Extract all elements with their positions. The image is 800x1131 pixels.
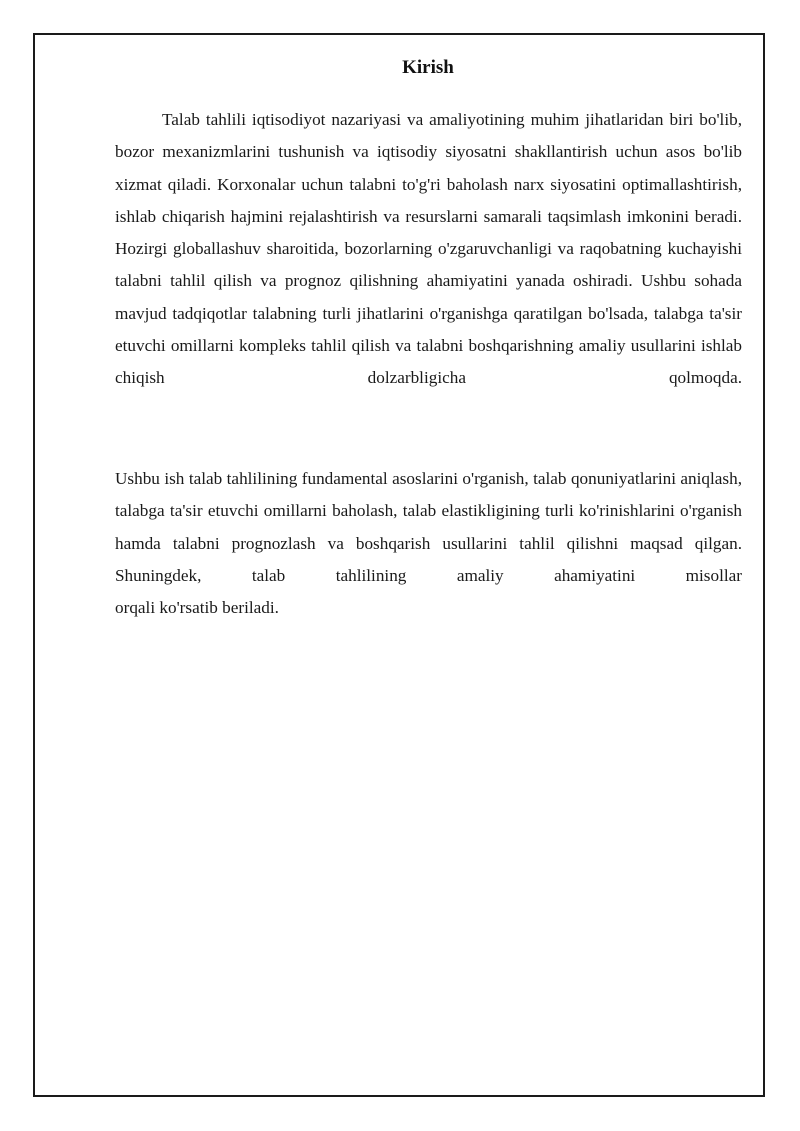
document-title: Kirish — [402, 56, 454, 78]
intro-paragraph: Talab tahlili iqtisodiyot nazariyasi va amaliyotining muhim jihatlaridan biri bo'lib, bozor mexanizmlarini tushunish va iqtisodiy siyosatni shakllantirish uchun asos bo'lib xizmat qiladi. Korxonalar uchun talabni to'g'ri baholash narx siyosatini optimallashtirish, ishlab chiqarish hajmini rejalashtirish va resurslarni samarali taqsimlash imkonini beradi. Hozirgi globallashuv sharoitida, bozorlarning o'zgaruvchanligi va raqobatning kuchayishi talabni tahlil qilish va prognoz qilishning ahamiyatini yanada oshiradi. Ushbu sohada mavjud tadqiqotlar talabning turli jihatlarini o'rganishga qaratilgan bo'lsada, talabga ta'sir etuvchi omillarni kompleks tahlil qilish va talabni boshqarishning amaliy usullarini ishlab chiqish dolzarbligicha qolmoqda. — [115, 110, 742, 388]
purpose-paragraph — [115, 463, 742, 624]
purpose-paragraph-last-line: orqali ko'rsatib beriladi. — [115, 598, 279, 618]
purpose-paragraph-body: Ushbu ish talab tahlilining fundamental asoslarini o'rganish, talab qonuniyatlarini aniqlash, talabga ta'sir etuvchi omillarni baholash, talab elastikligining turli ko'rinishlarini o'rganish hamda talabni prognozlash va boshqarish usullarini tahlil qilishni maqsad qilgan. Shuningdek, talab tahlilining amaliy ahamiyatini misollar — [115, 469, 742, 585]
